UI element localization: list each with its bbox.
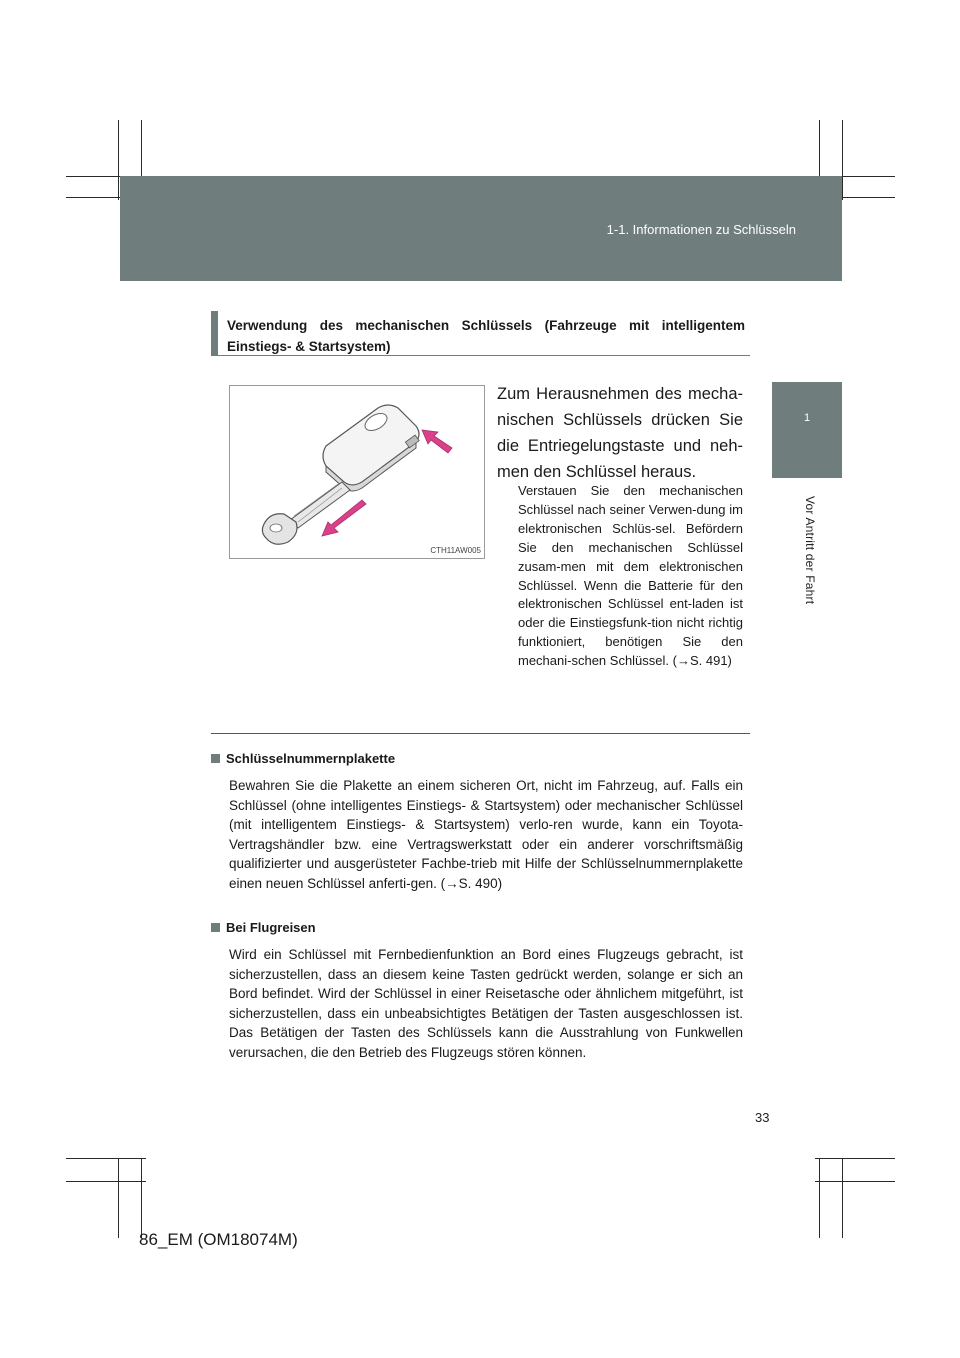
chapter-number: 1 — [803, 412, 811, 424]
crop-mark — [118, 120, 119, 200]
topic-title-text: Schlüsselnummernplakette — [226, 751, 396, 766]
topic-body: Wird ein Schlüssel mit Fernbedienfunktion an Bord eines Flugzeugs gebracht, ist sicherzustellen, dass an diesem keine Tasten gedrückt werden, solange er sich an Bord befindet. Wird der Schlüssel in einer Reisetasche oder ähnlichem mitgeführt, ist sicherzustellen, dass ein unbeabsichtigtes Betätigen der Tasten ausgeschlossen ist. Das Betätigen der Tasten des Schlüssels kann die Ausstrahlung von Funkwellen verursachen, die den Betrieb des Flugzeugs stören können. — [229, 947, 743, 1060]
push-arrow-icon — [422, 430, 452, 453]
key-removal-illustration — [230, 386, 484, 558]
crop-mark — [66, 1181, 146, 1182]
topic-title-text: Bei Flugreisen — [226, 920, 316, 935]
topic-title — [211, 920, 316, 935]
mechanical-key-icon — [262, 482, 350, 544]
section-heading: Verwendung des mechanischen Schlüssels (Fahrzeuge mit intelligentem Einstiegs- & Startsystem) — [227, 318, 745, 354]
chapter-tab — [772, 382, 842, 478]
crop-mark — [819, 1158, 820, 1238]
lead-instruction: Zum Herausnehmen des mecha-nischen Schlüssels drücken Sie die Entriegelungstaste und neh-men den Schlüssel heraus. — [497, 385, 743, 481]
page-number: 33 — [755, 1110, 770, 1125]
crop-mark — [815, 1158, 895, 1159]
square-bullet-icon — [211, 923, 220, 932]
crop-mark — [842, 120, 843, 200]
section-divider — [211, 733, 750, 734]
storage-note: Verstauen Sie den mechanischen Schlüssel nach seiner Verwen-dung im elektronischen Schlüs-sel. Befördern Sie den mechanischen Schlüssel zusam-men mit dem elektronischen Schlüssel. Wenn die Batterie für den elektronischen Schlüssel ent-laden ist oder die Einstiegsfunk-tion nicht richtig funktioniert, benötigen Sie den mechani-schen Schlüssel. (→S. 491) — [518, 483, 743, 669]
crop-mark — [842, 1158, 843, 1238]
smart-key-icon — [323, 405, 419, 491]
document-code: 86_EM (OM18074M) — [139, 1230, 298, 1249]
page-header-band — [120, 176, 842, 281]
crop-mark — [141, 1158, 142, 1238]
crop-mark — [118, 1158, 119, 1238]
crop-mark — [815, 1181, 895, 1182]
square-bullet-icon — [211, 754, 220, 763]
crop-mark — [66, 1158, 146, 1159]
chapter-label: Vor Antritt der Fahrt — [803, 496, 817, 605]
topic-title — [211, 751, 395, 766]
section-heading-box — [211, 311, 750, 356]
section-breadcrumb: 1-1. Informationen zu Schlüsseln — [606, 222, 796, 237]
key-figure — [229, 385, 485, 559]
topic-body: Bewahren Sie die Plakette an einem sicheren Ort, nicht im Fahrzeug, auf. Falls ein Schlüssel (ohne intelligentes Einstiegs- & Startsystem) oder mechanischer Schlüssel (mit intelligentem Einstiegs- & Startsystem) verlo-ren wurde, kann ein Toyota-Vertragshändler bzw. eine Vertragswerkstatt oder ein anderer vorschriftsmäßig qualifizierter und ausgerüsteter Fachbe-trieb mit Hilfe der Schlüsselnummernplakette einen neuen Schlüssel anferti-gen. (→S. 490) — [229, 778, 743, 891]
figure-code: CTH11AW005 — [430, 546, 481, 555]
